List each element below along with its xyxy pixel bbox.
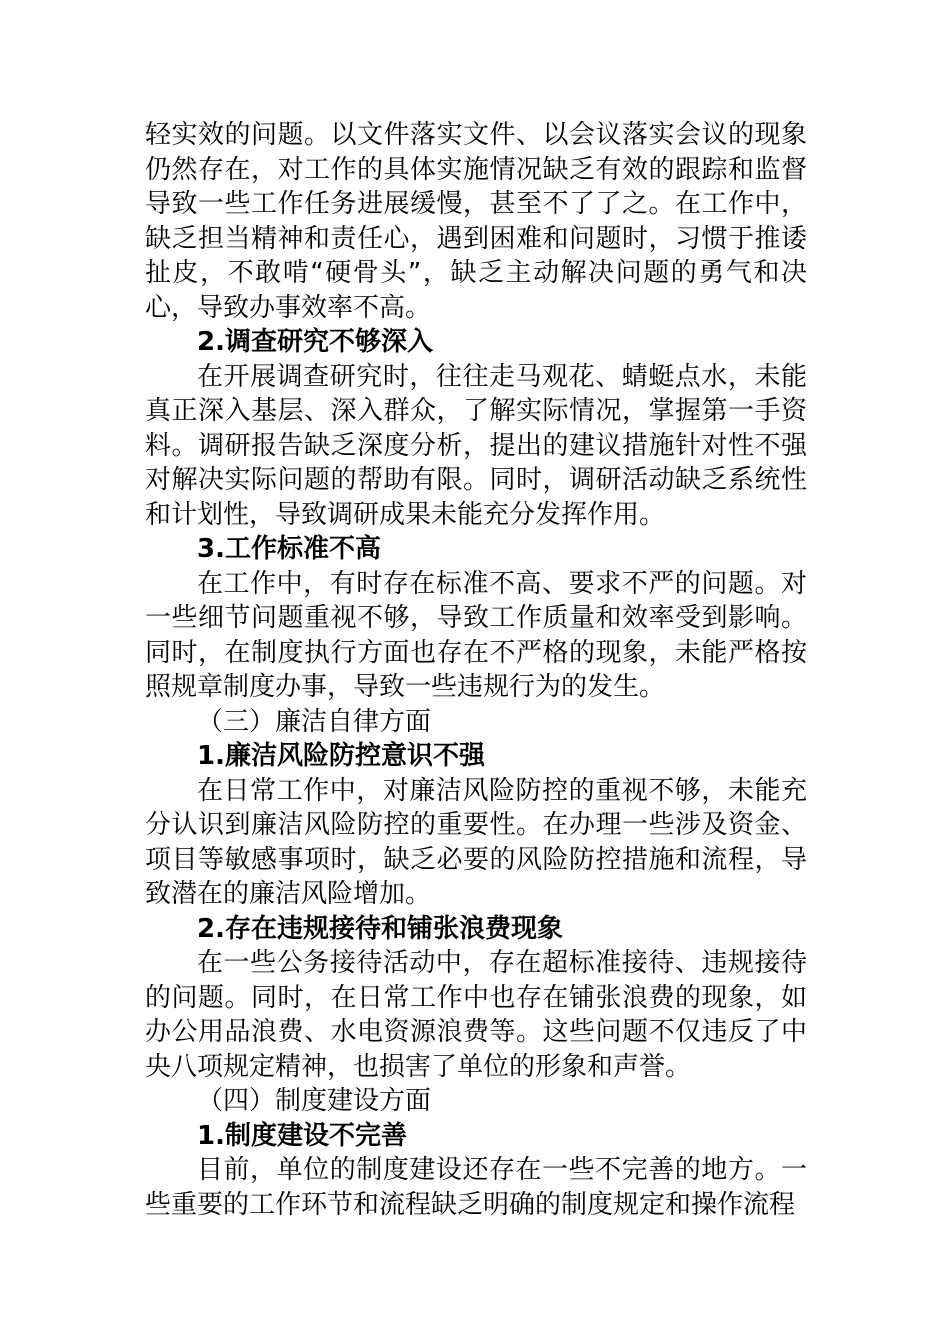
paragraph-reception-waste: 在一些公务接待活动中，存在超标准接待、违规接待的问题。同时，在日常工作中也存在铺张浪费的现象，如办公用品浪费、水电资源浪费等。这些问题不仅违反了中央八项规定精神，也损害了单位的形象和声誉。 [145, 948, 807, 1082]
heading-work-standards: 3.工作标准不高 [197, 534, 381, 564]
heading-investigation-research: 2.调查研究不够深入 [197, 327, 433, 357]
heading-integrity-risk-awareness: 1.廉洁风险防控意识不强 [197, 741, 485, 771]
section-title-integrity: （三）廉洁自律方面 [197, 706, 432, 737]
paragraph-investigation-research: 在开展调查研究时，往往走马观花、蜻蜓点水，未能真正深入基层、深入群众，了解实际情况，掌握第一手资料。调研报告缺乏深度分析，提出的建议措施针对性不强对解决实际问题的帮助有限。同时，调研活动缺乏系统性和计划性，导致调研成果未能充分发挥作用。 [145, 361, 807, 530]
paragraph-system-incomplete: 目前，单位的制度建设还存在一些不完善的地方。一些重要的工作环节和流程缺乏明确的制度规定和操作流程 [145, 1155, 807, 1220]
paragraph-work-standards: 在工作中，有时存在标准不高、要求不严的问题。对一些细节问题重视不够，导致工作质量和效率受到影响。同时，在制度执行方面也存在不严格的现象，未能严格按照规章制度办事，导致一些违规行为的发生。 [145, 568, 807, 702]
heading-reception-waste: 2.存在违规接待和铺张浪费现象 [197, 913, 563, 944]
section-title-system-building: （四）制度建设方面 [197, 1086, 432, 1116]
paragraph-integrity-risk-awareness: 在日常工作中，对廉洁风险防控的重视不够，未能充分认识到廉洁风险防控的重要性。在办理一些涉及资金、项目等敏感事项时，缺乏必要的风险防控措施和流程，导致潜在的廉洁风险增加。 [145, 775, 807, 909]
heading-system-incomplete: 1.制度建设不完善 [197, 1120, 407, 1151]
paragraph-work-efficiency-continued: 轻实效的问题。以文件落实文件、以会议落实会议的现象仍然存在，对工作的具体实施情况缺乏有效的跟踪和监督导致一些工作任务进展缓慢，甚至不了了之。在工作中，缺乏担当精神和责任心，遇到困难和问题时，习惯于推诿扯皮，不敢啃“硬骨头”，缺乏主动解决问题的勇气和决心，导致办事效率不高。 [145, 120, 807, 323]
document-page [145, 118, 807, 1222]
